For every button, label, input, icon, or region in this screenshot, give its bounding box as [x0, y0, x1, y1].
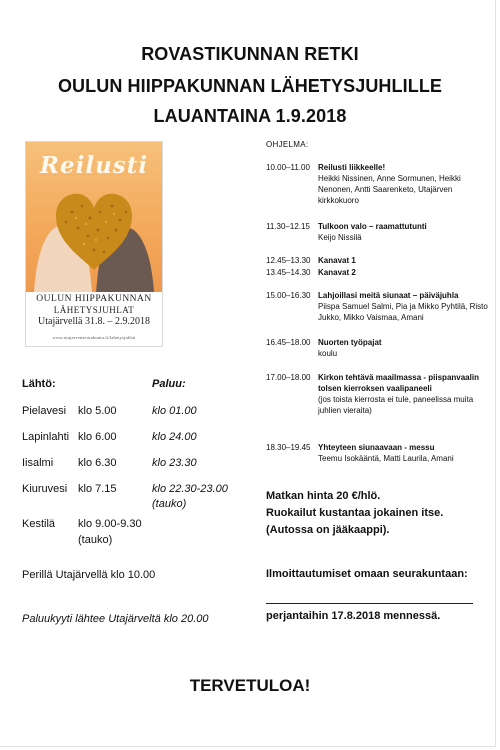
place-kestila: Kestilä — [22, 518, 56, 530]
return-departure-text: Paluukyyti lähtee Utajärveltä klo 20.00 — [22, 613, 209, 625]
title-line-1: ROVASTIKUNNAN RETKI — [141, 44, 359, 64]
program-title: Yhteyteen siunaavaan - messu — [318, 443, 435, 452]
departure-kestila: klo 9.00-9.30 — [78, 518, 142, 530]
poster-line-1: OULUN HIIPPAKUNNAN — [36, 294, 152, 304]
program-time: 18.30–19.45 — [266, 443, 311, 452]
program-details: Teemu Isokääntä, Matti Laurila, Amani — [318, 454, 454, 463]
program-item — [266, 290, 488, 323]
program-time: 11.30–12.15 — [266, 222, 310, 231]
program-time: 16.45–18.00 — [266, 338, 311, 347]
program-title: Reilusti liikkeelle! — [318, 163, 386, 172]
title-line-2: OULUN HIIPPAKUNNAN LÄHETYSJUHLILLE — [57, 76, 443, 96]
poster-line-2: LÄHETYSJUHLAT — [53, 305, 135, 315]
event-poster — [26, 142, 162, 346]
return-pielavesi: klo 01.00 — [152, 405, 197, 417]
program-details: Keijo Nissilä — [318, 233, 362, 242]
program-details: Heikki Nissinen, Anne Sormunen, Heikki Nenonen, Antti Saarenketo, Utajärven kirkkokuoro — [318, 174, 461, 205]
return-header: Paluu: — [152, 378, 186, 390]
signup-text: Ilmoittautumiset omaan seurakuntaan: — [266, 568, 468, 580]
program-item — [266, 372, 488, 416]
program-time: 15.00–16.30 — [266, 291, 311, 300]
program-title: Kanavat 2 — [318, 268, 356, 277]
departure-pielavesi: klo 5.00 — [78, 405, 117, 417]
poster-caption — [26, 294, 162, 340]
program-title: Kanavat 1 — [318, 256, 356, 265]
program-time: 17.00–18.00 — [266, 373, 311, 382]
departure-iisalmi: klo 6.30 — [78, 457, 117, 469]
program-item — [266, 337, 488, 359]
place-lapinlahti: Lapinlahti — [22, 431, 70, 443]
signup-line — [266, 603, 473, 604]
program-time: 10.00–11.00 — [266, 163, 310, 172]
poster-line-3: Utajärvellä 31.8. – 2.9.2018 — [38, 316, 150, 327]
program-item — [266, 267, 488, 278]
program-time: 12.45–13.30 — [266, 256, 311, 265]
program-item — [266, 442, 488, 464]
poster-url: www.utajarvenseurakunta.fi/lahetysjuhlat — [52, 335, 136, 340]
program-title: Tulkoon valo – raamattutunti — [318, 222, 427, 231]
poster-word: Reilusti — [39, 152, 149, 179]
program-details: (jos toista kierrosta ei tule, paneelissa muita juhlien vieraita) — [318, 395, 474, 415]
program-details: koulu — [318, 349, 338, 358]
return-lapinlahti: klo 24.00 — [152, 431, 197, 443]
place-kiuruvesi: Kiuruvesi — [22, 483, 68, 495]
departure-header: Lähtö: — [22, 378, 56, 390]
program-title: Lahjoillasi meitä siunaat – päiväjuhla — [318, 291, 459, 300]
welcome-text: TERVETULOA! — [189, 676, 311, 695]
program-title: Nuorten työpajat — [318, 338, 382, 347]
program-heading: OHJELMA: — [266, 140, 309, 149]
departure-lapinlahti: klo 6.00 — [78, 431, 117, 443]
program-item — [266, 162, 488, 206]
poster-artwork — [26, 142, 162, 292]
program-title: Kirkon tehtävä maailmassa - piispanvaalin tolsen kierroksen vaalipaneeli — [318, 373, 479, 393]
title-line-3: LAUANTAINA 1.9.2018 — [153, 106, 347, 126]
program-item — [266, 221, 488, 243]
departure-kiuruvesi: klo 7.15 — [78, 483, 117, 495]
arrival-text: Perillä Utajärvellä klo 10.00 — [22, 569, 156, 581]
place-pielavesi: Pielavesi — [22, 405, 67, 417]
program-details: Piispa Samuel Salmi, Pia ja Mikko Pyhtilä, Risto Jukko, Mikko Vaismaa, Amani — [318, 302, 488, 322]
fridge-note: (Autossa on jääkaappi). — [266, 524, 390, 536]
signup-deadline: perjantaihin 17.8.2018 mennessä. — [266, 610, 441, 622]
program-time: 13.45–14.30 — [266, 268, 311, 277]
return-kiuruvesi-note: (tauko) — [152, 498, 187, 510]
departure-kestila-note: (tauko) — [78, 534, 113, 546]
meals-note: Ruokailut kustantaa jokainen itse. — [266, 507, 444, 519]
program-item — [266, 255, 488, 266]
return-kiuruvesi: klo 22.30-23.00 — [152, 483, 228, 495]
trip-price: Matkan hinta 20 €/hlö. — [266, 490, 381, 502]
place-iisalmi: Iisalmi — [22, 457, 54, 469]
hands-heart-icon — [26, 142, 162, 292]
return-iisalmi: klo 23.30 — [152, 457, 197, 469]
